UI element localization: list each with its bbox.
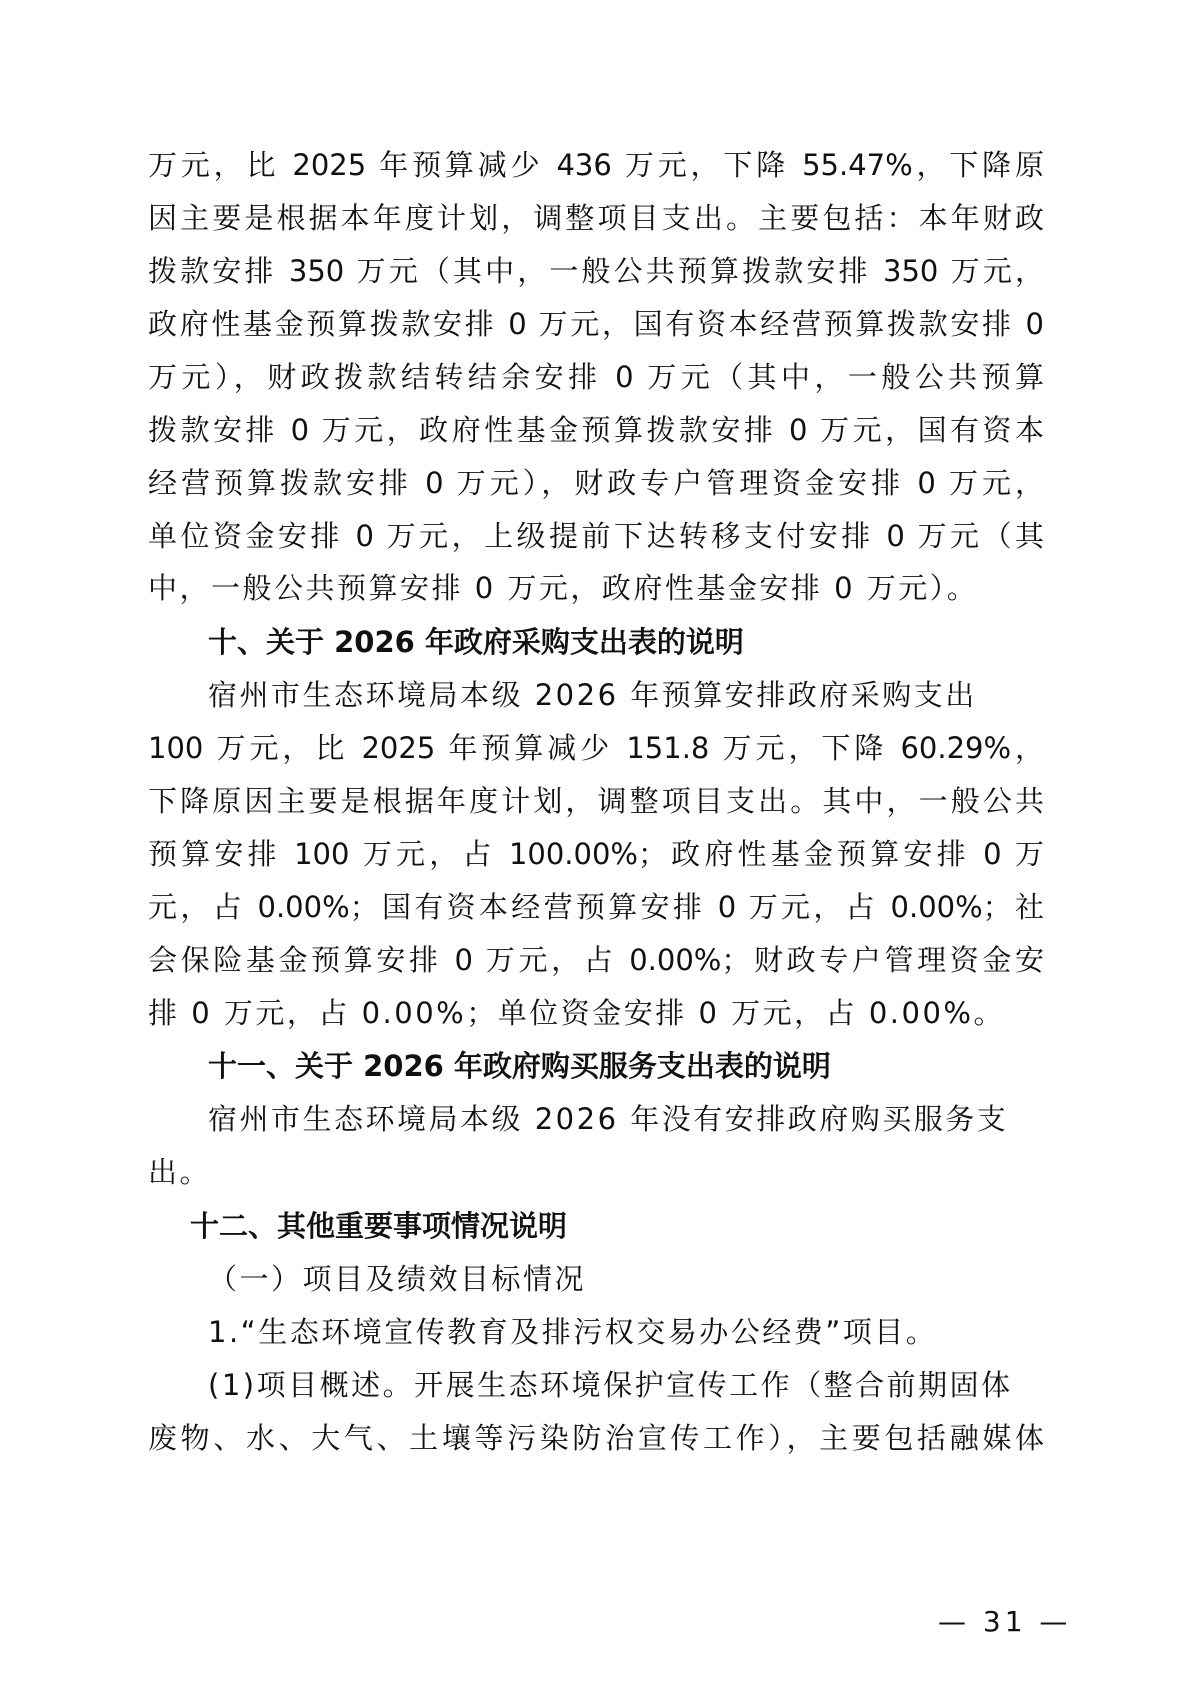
section-heading-12: 十二、其他重要事项情况说明 <box>190 1209 568 1243</box>
body-text-line: 单位资金安排 0 万元，上级提前下达转移支付安排 0 万元（其 <box>148 519 1044 553</box>
body-text-line: 元，占 0.00%；国有资本经营预算安排 0 万元，占 0.00%；社 <box>148 890 1044 924</box>
body-text-line: (1)项目概述。开展生态环境保护宣传工作（整合前期固体 <box>208 1368 1013 1402</box>
body-text-line: 经营预算拨款安排 0 万元），财政专户管理资金安排 0 万元， <box>148 466 1044 500</box>
body-text-line: 万元，比 2025 年预算减少 436 万元，下降 55.47%，下降原 <box>148 148 1044 182</box>
body-text-line: 政府性基金预算拨款安排 0 万元，国有资本经营预算拨款安排 0 <box>148 307 1044 341</box>
section-heading-11: 十一、关于 2026 年政府购买服务支出表的说明 <box>208 1049 831 1083</box>
body-text-line: 宿州市生态环境局本级 2026 年预算安排政府采购支出 <box>208 678 977 712</box>
section-heading-10: 十、关于 2026 年政府采购支出表的说明 <box>208 625 744 659</box>
body-text-line: 预算安排 100 万元，占 100.00%；政府性基金预算安排 0 万 <box>148 837 1044 871</box>
item-heading: 1.“生态环境宣传教育及排污权交易办公经费”项目。 <box>208 1315 938 1349</box>
body-text-line: 会保险基金预算安排 0 万元，占 0.00%；财政专户管理资金安 <box>148 943 1044 977</box>
body-text-line: 因主要是根据本年度计划，调整项目支出。主要包括：本年财政 <box>148 201 1044 235</box>
body-text-line: 废物、水、大气、土壤等污染防治宣传工作），主要包括融媒体 <box>148 1421 1044 1455</box>
body-text-line: 拨款安排 350 万元（其中，一般公共预算拨款安排 350 万元， <box>148 254 1044 288</box>
subsection-heading: （一）项目及绩效目标情况 <box>208 1262 587 1296</box>
body-text-line: 中，一般公共预算安排 0 万元，政府性基金安排 0 万元）。 <box>148 571 979 605</box>
body-text-line: 宿州市生态环境局本级 2026 年没有安排政府购买服务支 <box>208 1102 1009 1136</box>
body-text-line: 万元），财政拨款结转结余安排 0 万元（其中，一般公共预算 <box>148 360 1044 394</box>
body-text-line: 出。 <box>148 1155 212 1189</box>
page-number: — 31 — <box>938 1605 1072 1638</box>
body-text-line: 下降原因主要是根据年度计划，调整项目支出。其中，一般公共 <box>148 784 1044 818</box>
body-text-line: 100 万元，比 2025 年预算减少 151.8 万元，下降 60.29%， <box>148 731 1044 765</box>
body-text-line: 排 0 万元，占 0.00%；单位资金安排 0 万元，占 0.00%。 <box>148 996 1005 1030</box>
body-text-line: 拨款安排 0 万元，政府性基金预算拨款安排 0 万元，国有资本 <box>148 413 1044 447</box>
